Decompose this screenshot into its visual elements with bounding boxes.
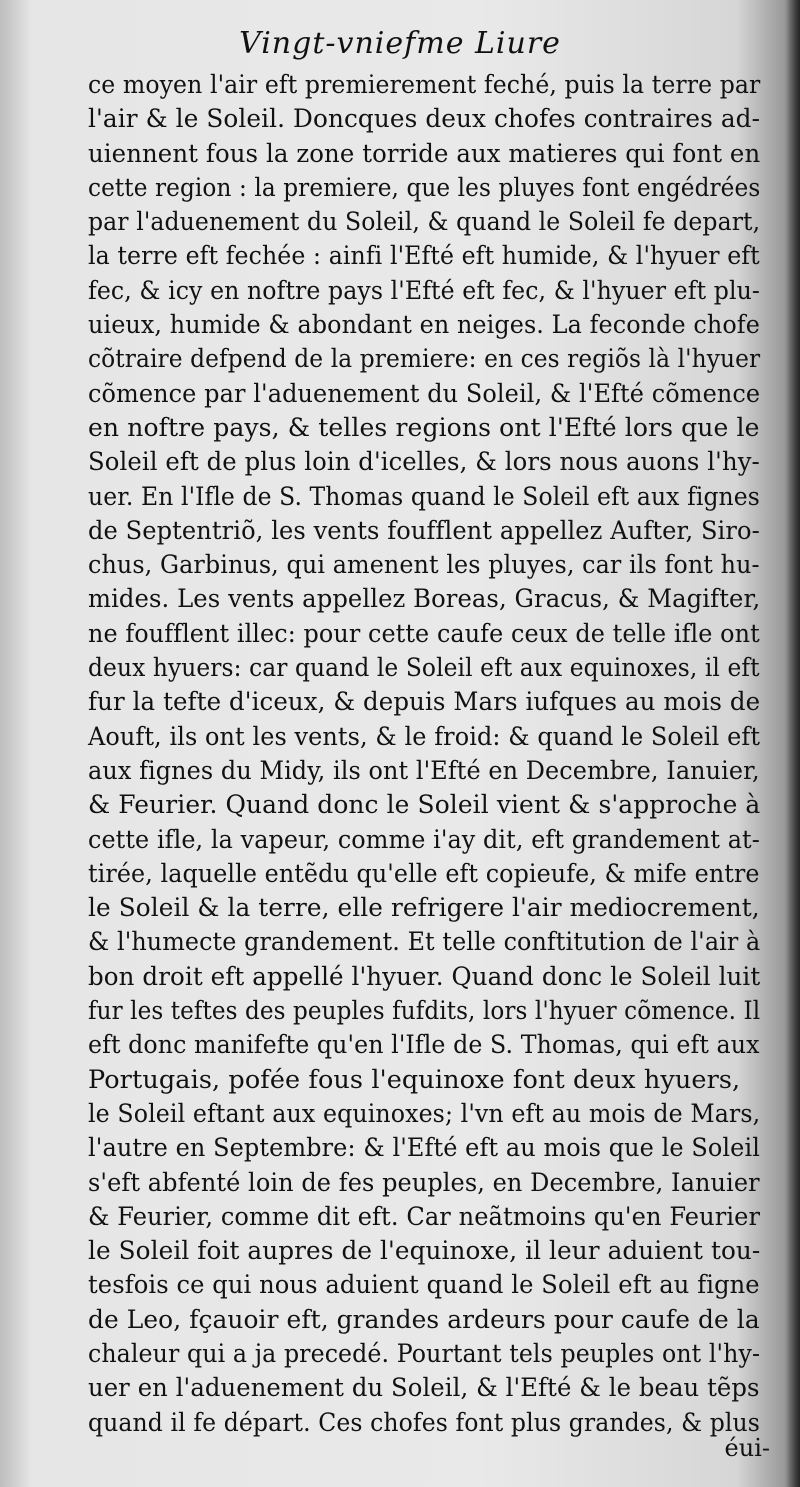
text-line: le Soleil foit aupres de l'equinoxe, il leur aduient tou- [88, 1236, 761, 1267]
text-line: tesfois ce qui nous aduient quand le Soleil eft au figne [88, 1270, 760, 1301]
text-line: de Leo, fçauoir eft, grandes ardeurs pour caufe de la [88, 1304, 760, 1335]
text-line: & l'humecte grandement. Et telle conftitution de l'air à [88, 927, 761, 958]
text-line: uer en l'aduenement du Soleil, & l'Efté & le beau tẽps [88, 1373, 760, 1404]
text-line: uer. En l'Ifle de S. Thomas quand le Soleil eft aux fignes [88, 481, 760, 512]
catchword: éui- [724, 1434, 770, 1462]
text-line: ne foufflent illec: pour cette caufe ceux de telle ifle ont [88, 618, 760, 649]
text-line: fur la tefte d'iceux, & depuis Mars iufques au mois de [88, 687, 761, 718]
text-line: Aouft, ils ont les vents, & le froid: & quand le Soleil eft [88, 721, 761, 752]
text-line: Portugais, pofée fous l'equinoxe font deux hyuers, [88, 1064, 741, 1095]
text-line: & Feurier. Quand donc le Soleil vient & s'approche à [88, 790, 761, 821]
text-line: & Feurier, comme dit eft. Car neãtmoins qu'en Feurier [88, 1201, 761, 1232]
page-edge-shadow [786, 0, 800, 1487]
text-line: en noftre pays, & telles regions ont l'Efté lors que le [88, 412, 760, 443]
text-line: deux hyuers: car quand le Soleil eft aux equinoxes, il eft [88, 653, 760, 684]
text-line: s'eft abfenté loin de fes peuples, en Decembre, Ianuier [88, 1167, 760, 1198]
text-line: le Soleil eftant aux equinoxes; l'vn eft au mois de Mars, [88, 1098, 761, 1129]
text-line: aux fignes du Midy, ils ont l'Efté en Decembre, Ianuier, [88, 755, 760, 786]
text-line: mides. Les vents appellez Boreas, Gracus, & Magifter, [88, 584, 761, 615]
text-line: fur les teftes des peuples fufdits, lors l'hyuer cõmence. Il [88, 996, 761, 1027]
text-line: cõtraire defpend de la premiere: en ces regiõs là l'hyuer [88, 344, 761, 375]
text-line: uieux, humide & abondant en neiges. La feconde chofe [88, 310, 760, 341]
text-line: de Septentriõ, les vents foufflent appellez Aufter, Siro- [88, 515, 760, 546]
text-line: cõmence par l'aduenement du Soleil, & l'Efté cõmence [88, 378, 761, 409]
text-line: uiennent fous la zone torride aux matieres qui font en [88, 138, 761, 169]
text-line: cette region : la premiere, que les pluyes font engédrées [88, 172, 761, 203]
text-line: fec, & icy en noftre pays l'Efté eft fec, & l'hyuer eft plu- [88, 275, 760, 306]
text-line: chus, Garbinus, qui amenent les pluyes, car ils font hu- [88, 550, 760, 581]
text-line: cette ifle, la vapeur, comme i'ay dit, eft grandement at- [88, 824, 760, 855]
text-line: tirée, laquelle entẽdu qu'elle eft copieufe, & mife entre [88, 858, 760, 889]
text-line: ce moyen l'air eft premierement feché, puis la terre par [88, 70, 761, 100]
text-line: le Soleil & la terre, elle refrigere l'air mediocrement, [88, 893, 760, 924]
text-line: quand il fe départ. Ces chofes font plus grandes, & plus [88, 1407, 760, 1438]
text-line: l'autre en Septembre: & l'Efté eft au mois que le Soleil [88, 1133, 760, 1164]
text-line: la terre eft fechée : ainfi l'Efté eft humide, & l'hyuer eft [88, 241, 760, 272]
text-line: eft donc manifefte qu'en l'Ifle de S. Thomas, qui eft aux [88, 1030, 760, 1061]
text-line: Soleil eft de plus loin d'icelles, & lors nous auons l'hy- [88, 447, 760, 478]
text-line: chaleur qui a ja precedé. Pourtant tels peuples ont l'hy- [88, 1338, 761, 1369]
page-body-text [88, 68, 760, 1440]
text-line: par l'aduenement du Soleil, & quand le Soleil fe depart, [88, 207, 761, 238]
text-line: l'air & le Soleil. Doncques deux chofes contraires ad- [88, 104, 761, 135]
running-header: Vingt-vniefme Liure [239, 26, 561, 61]
text-line: bon droit eft appellé l'hyuer. Quand donc le Soleil luit [88, 961, 761, 992]
